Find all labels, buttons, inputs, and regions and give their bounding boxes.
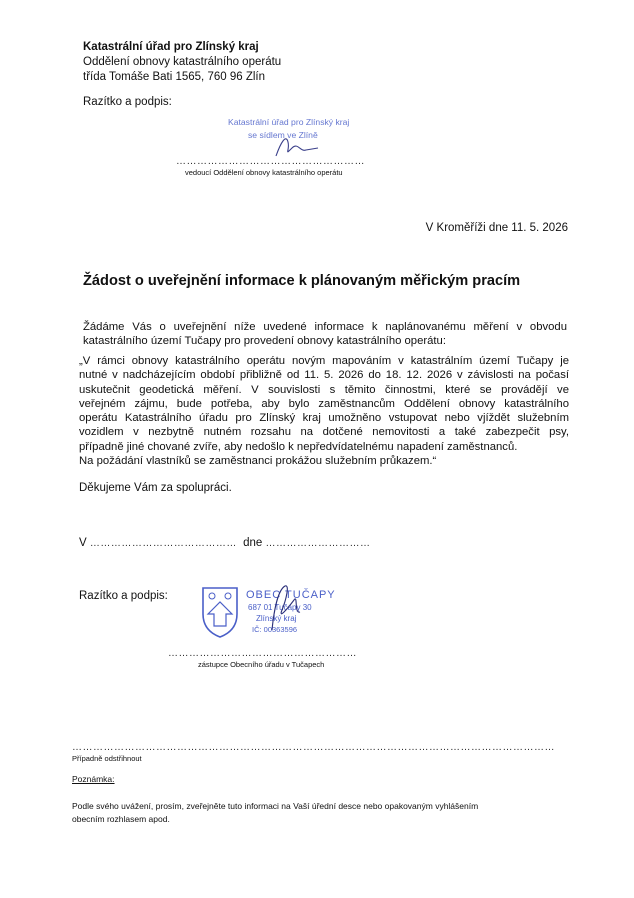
quote-line: „V rámci obnovy katastrálního operátu novým mapováním v katastrálním území Tučapy je [79, 355, 569, 367]
intro-paragraph: Žádáme Vás o uveřejnění níže uvedené informace k naplánovanému měření v obvodu katastrálního území Tučapy pro provedení obnovy katastrálního operátu: [83, 321, 567, 348]
document-title: Žádost o uveřejnění informace k plánovaným měřickým pracím [83, 273, 521, 289]
signature-mark [276, 139, 318, 156]
department-name: Oddělení obnovy katastrálního operátu [83, 56, 282, 68]
quote-line: nutné v nadcházejícím období přibližně od 11. 5. 2026 do 18. 12. 2026 v závislosti na počasí [79, 369, 569, 382]
office-stamp [226, 112, 368, 160]
place-blank: …………………………………… [89, 538, 237, 549]
note-heading: Poznámka: [72, 774, 115, 784]
place-date-form [79, 537, 371, 549]
place-date: V Kroměříži dne 11. 5. 2026 [425, 222, 568, 234]
quoted-notice [79, 354, 569, 468]
date-blank: ………………………… [265, 538, 371, 549]
office-name: Katastrální úřad pro Zlínský kraj [83, 41, 259, 53]
cut-line: ………………………………………………………………………………………………………………………… [72, 742, 555, 753]
stamp-obec: OBEC TUČAPY [246, 589, 336, 601]
quote-line: Na požádání vlastníků se zaměstnanci prokážou služebním průkazem.“ [79, 455, 437, 468]
signature-line-bottom: ……………………………………………… [168, 648, 357, 659]
office-stamp-graphic [226, 112, 368, 160]
stamp-ic: IČ: 00363596 [252, 625, 298, 634]
municipal-stamp-text [190, 580, 350, 650]
stamp-region: Zlínský kraj [256, 614, 297, 623]
signature-caption-top: vedoucí Oddělení obnovy katastrálního operátu [185, 168, 343, 177]
note-text [72, 800, 478, 826]
quote-line: uskutečnit geodetická měření. V souvislosti s těmito činnostmi, které se provádějí ve [79, 383, 569, 396]
office-address: třída Tomáše Bati 1565, 760 96 Zlín [83, 71, 265, 83]
dne-label: dne [243, 537, 263, 549]
stamp-label-bottom: Razítko a podpis: [79, 590, 168, 602]
quote-line: případně jiné chované zvíře, aby nedošlo k nepředvídatelnému napadení zaměstnanců. [79, 440, 518, 453]
signature-line-top: ……………………………………………… [176, 156, 365, 167]
stamp-line-2: se sídlem ve Zlíně [248, 130, 318, 140]
stamp-label-top: Razítko a podpis: [83, 96, 172, 108]
office-header [83, 40, 281, 85]
note-line: Podle svého uvážení, prosím, zveřejněte tuto informaci na Vaší úřední desce nebo opakovaným vyhlášením [72, 801, 479, 811]
quote-line: vozidlem v nezbytně nutném rozsahu na dotčené nemovitosti a také zabezpečit psy, [79, 426, 569, 439]
stamp-line-1: Katastrální úřad pro Zlínský kraj [228, 117, 350, 127]
quote-line: veřejném zájmu, bude potřeba, aby bylo zaměstnancům Oddělení obnovy katastrálního [79, 397, 569, 410]
thanks-line: Děkujeme Vám za spolupráci. [79, 482, 232, 494]
signature-caption-bottom: zástupce Obecního úřadu v Tučapech [198, 660, 325, 669]
v-label: V [79, 537, 87, 549]
municipal-stamp [190, 580, 350, 650]
note-line: obecním rozhlasem apod. [72, 814, 170, 824]
stamp-address: 687 01 Tučapy 30 [248, 603, 312, 612]
cut-note: Případně odstřihnout [72, 754, 142, 763]
quote-line: operátu Katastrálního úřadu pro Zlínský kraj umožněno vstupovat nebo vjíždět služebním [79, 412, 569, 425]
